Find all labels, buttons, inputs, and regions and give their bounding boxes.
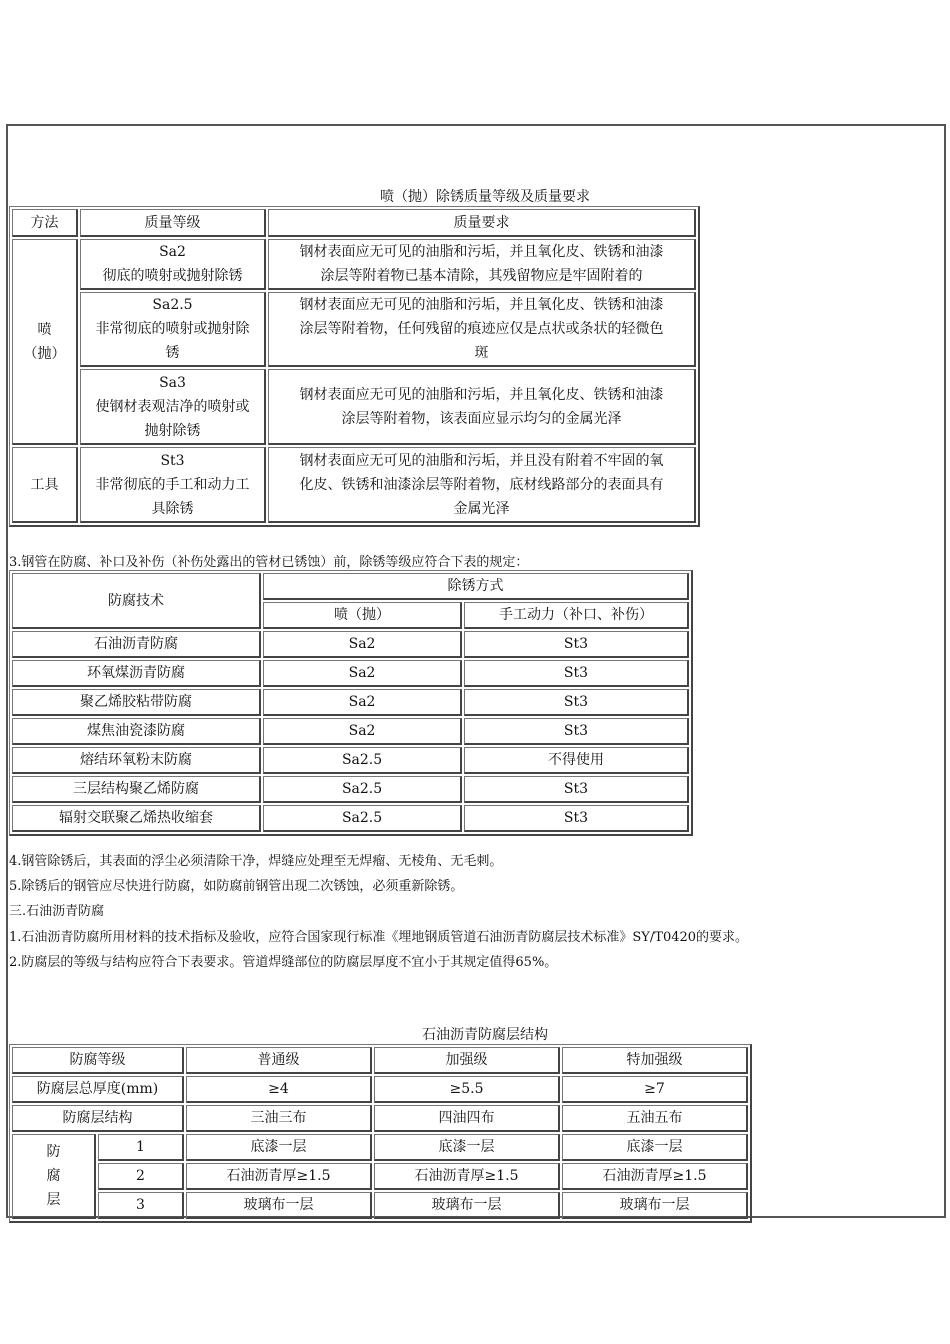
requirement-line: 钢材表面应无可见的油脂和污垢，并且没有附着不牢固的氧 <box>299 452 664 469</box>
spray-cell: Sa2.5 <box>263 747 462 774</box>
spray-cell: Sa2.5 <box>263 776 462 803</box>
layer-cell: 石油沥青厚≥1.5 <box>186 1163 372 1190</box>
requirement-line: 钢材表面应无可见的油脂和污垢，并且氧化皮、铁锈和油漆 <box>299 386 664 403</box>
manual-cell: St3 <box>464 689 689 716</box>
header-method: 方法 <box>12 209 78 237</box>
spray-cell: Sa2.5 <box>263 805 462 832</box>
layer-cell: 玻璃布一层 <box>186 1192 372 1219</box>
structure-cell: 三油三布 <box>186 1105 372 1132</box>
layer-cell: 底漆一层 <box>186 1134 372 1161</box>
table-row <box>12 805 689 832</box>
table-row <box>12 1076 748 1103</box>
layer-number: 3 <box>98 1192 184 1219</box>
requirement-line: 涂层等附着物，该表面应显示均匀的金属光泽 <box>341 410 622 427</box>
table1-caption: 喷（抛）除锈质量等级及质量要求 <box>380 189 590 205</box>
grade-code: St3 <box>160 452 185 469</box>
requirement-line: 斑 <box>474 345 489 361</box>
grade-desc: 非常彻底的喷射或抛射除 <box>95 321 250 337</box>
table-row <box>12 660 689 687</box>
method-spray-cell <box>12 239 78 445</box>
grade-cell <box>80 239 266 290</box>
requirement-line: 金属光泽 <box>453 500 510 517</box>
tech-cell: 聚乙烯胶粘带防腐 <box>12 689 261 716</box>
header-requirement: 质量要求 <box>268 209 696 237</box>
requirement-cell <box>268 239 696 290</box>
grade-extra-reinforced: 特加强级 <box>562 1047 748 1074</box>
grade-desc: 使钢材表观洁净的喷射或 <box>95 398 250 415</box>
table-row <box>12 718 689 745</box>
header-method: 除锈方式 <box>263 573 689 600</box>
grade-label: 防腐等级 <box>12 1047 184 1074</box>
layer-cell: 底漆一层 <box>562 1134 748 1161</box>
requirement-cell <box>268 292 696 367</box>
requirement-cell <box>268 447 696 523</box>
spray-cell: Sa2 <box>263 660 462 687</box>
table-row <box>12 747 689 774</box>
paragraph-5: 5.除锈后的钢管应尽快进行防腐，如防腐前钢管出现二次锈蚀，必须重新除锈。 <box>9 879 464 894</box>
spray-cell: Sa2 <box>263 689 462 716</box>
grade-reinforced: 加强级 <box>374 1047 560 1074</box>
method-spray-line: （抛） <box>23 345 66 362</box>
layer-cell: 石油沥青厚≥1.5 <box>562 1163 748 1190</box>
asphalt-coating-structure-table <box>9 1044 752 1223</box>
grade-desc: 锈 <box>165 345 180 361</box>
spray-cell: Sa2 <box>263 631 462 658</box>
layer-label-char: 防 <box>46 1144 61 1160</box>
section-heading: 三.石油沥青防腐 <box>9 904 105 919</box>
grade-desc: 抛射除锈 <box>144 422 201 439</box>
manual-cell: 不得使用 <box>464 747 689 774</box>
requirement-line: 钢材表面应无可见的油脂和污垢，并且氧化皮、铁锈和油漆 <box>299 297 664 313</box>
paragraph-s2: 2.防腐层的等级与结构应符合下表要求。管道焊缝部位的防腐层厚度不宜小于其规定值得65%。 <box>9 955 558 970</box>
layer-label-cell <box>12 1134 96 1219</box>
table-row <box>12 447 696 523</box>
method-tool-cell: 工具 <box>12 447 78 523</box>
header-manual: 手工动力（补口、补伤） <box>464 602 689 629</box>
header-spray: 喷（抛） <box>263 602 462 629</box>
grade-code: Sa2 <box>159 244 186 260</box>
tech-cell: 石油沥青防腐 <box>12 631 261 658</box>
paragraph-4: 4.钢管除锈后，其表面的浮尘必须清除干净，焊缝应处理至无焊瘤、无棱角、无毛刺。 <box>9 854 503 869</box>
method-spray-line: 喷 <box>37 321 52 338</box>
requirement-cell <box>268 369 696 445</box>
manual-cell: St3 <box>464 776 689 803</box>
layer-label-char: 腐 <box>46 1168 61 1184</box>
table-row <box>12 292 696 367</box>
table-row <box>12 1134 748 1161</box>
grade-normal: 普通级 <box>186 1047 372 1074</box>
requirement-line: 化皮、铁锈和油漆涂层等附着物，底材线路部分的表面具有 <box>299 476 664 493</box>
table-row <box>12 776 689 803</box>
tech-cell: 煤焦油瓷漆防腐 <box>12 718 261 745</box>
table-row <box>12 369 696 445</box>
layer-number: 2 <box>98 1163 184 1190</box>
requirement-line: 涂层等附着物已基本清除，其残留物应是牢固附着的 <box>320 268 643 284</box>
table-row <box>12 1163 748 1190</box>
structure-cell: 五油五布 <box>562 1105 748 1132</box>
grade-desc: 具除锈 <box>151 500 194 517</box>
grade-cell <box>80 369 266 445</box>
layer-number: 1 <box>98 1134 184 1161</box>
manual-cell: St3 <box>464 660 689 687</box>
tech-cell: 熔结环氧粉末防腐 <box>12 747 261 774</box>
structure-label: 防腐层结构 <box>12 1105 184 1132</box>
table-row <box>12 239 696 290</box>
table-row <box>12 631 689 658</box>
table-row <box>12 1047 748 1074</box>
tech-cell: 辐射交联聚乙烯热收缩套 <box>12 805 261 832</box>
table-row <box>12 689 689 716</box>
grade-cell <box>80 292 266 367</box>
tech-cell: 环氧煤沥青防腐 <box>12 660 261 687</box>
layer-cell: 玻璃布一层 <box>374 1192 560 1219</box>
grade-code: Sa2.5 <box>152 297 193 313</box>
grade-code: Sa3 <box>159 374 186 391</box>
table-row <box>12 1105 748 1132</box>
manual-cell: St3 <box>464 631 689 658</box>
manual-cell: St3 <box>464 805 689 832</box>
grade-cell <box>80 447 266 523</box>
spray-cell: Sa2 <box>263 718 462 745</box>
grade-desc: 彻底的喷射或抛射除锈 <box>102 268 243 284</box>
grade-desc: 非常彻底的手工和动力工 <box>95 476 250 493</box>
derusting-quality-table <box>9 206 700 527</box>
thickness-cell: ≥5.5 <box>374 1076 560 1103</box>
requirement-line: 钢材表面应无可见的油脂和污垢，并且氧化皮、铁锈和油漆 <box>299 244 664 260</box>
paragraph-s1: 1.石油沥青防腐所用材料的技术指标及验收，应符合国家现行标准《埋地钢质管道石油沥青防腐层技术标准》SY/T0420的要求。 <box>9 930 749 945</box>
layer-cell: 石油沥青厚≥1.5 <box>374 1163 560 1190</box>
tech-cell: 三层结构聚乙烯防腐 <box>12 776 261 803</box>
table-row <box>12 1192 748 1219</box>
header-grade: 质量等级 <box>80 209 266 237</box>
header-tech: 防腐技术 <box>12 573 261 629</box>
manual-cell: St3 <box>464 718 689 745</box>
thickness-cell: ≥4 <box>186 1076 372 1103</box>
layer-cell: 底漆一层 <box>374 1134 560 1161</box>
requirement-line: 涂层等附着物，任何残留的痕迹应仅是点状或条状的轻微色 <box>299 321 664 337</box>
thickness-cell: ≥7 <box>562 1076 748 1103</box>
table3-caption: 石油沥青防腐层结构 <box>422 1027 548 1043</box>
corrosion-derusting-table <box>9 570 693 836</box>
layer-cell: 玻璃布一层 <box>562 1192 748 1219</box>
thickness-label: 防腐层总厚度(mm) <box>12 1076 184 1103</box>
layer-label-char: 层 <box>46 1192 61 1208</box>
paragraph-3: 3.钢管在防腐、补口及补伤（补伤处露出的管材已锈蚀）前，除锈等级应符合下表的规定： <box>9 555 529 570</box>
structure-cell: 四油四布 <box>374 1105 560 1132</box>
